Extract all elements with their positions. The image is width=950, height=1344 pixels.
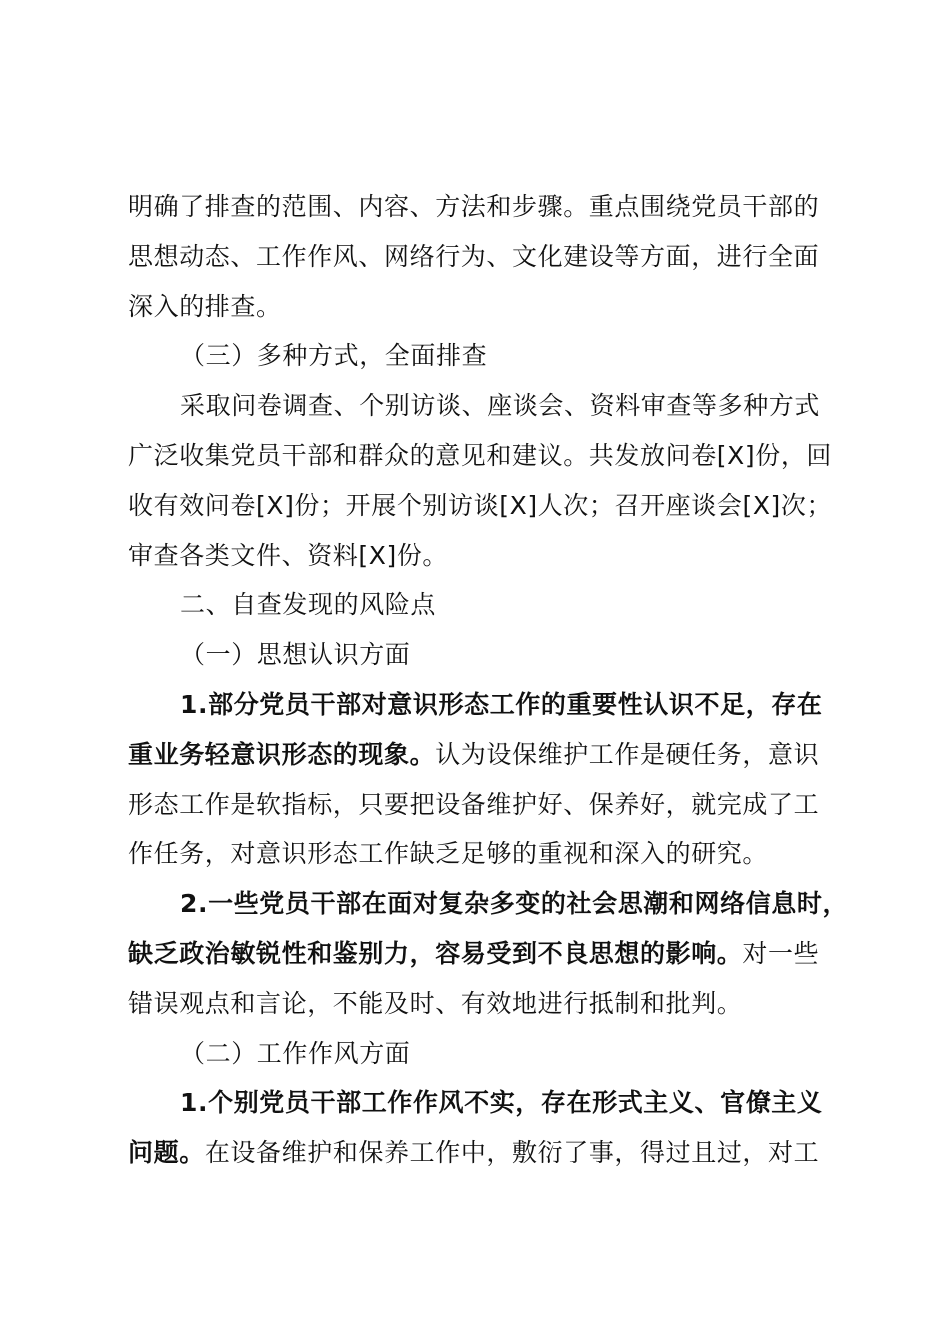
line-text: 广泛收集党员干部和群众的意见和建议。共发放问卷[X]份，回 xyxy=(128,440,833,470)
line-text: （三）多种方式，全面排查 xyxy=(180,341,488,371)
line-text: 采取问卷调查、个别访谈、座谈会、资料审查等多种方式 xyxy=(180,391,821,421)
line-text: 认为设保维护工作是硬任务，意识 xyxy=(435,739,820,769)
text-line xyxy=(128,730,834,780)
text-line xyxy=(128,431,834,481)
line-text: 明确了排查的范围、内容、方法和步骤。重点围绕党员干部的 xyxy=(128,192,820,221)
section-heading xyxy=(128,1029,834,1079)
line-text: 错误观点和言论，不能及时、有效地进行抵制和批判。 xyxy=(128,988,743,1018)
text-line xyxy=(128,182,834,232)
line-text: 作任务，对意识形态工作缺乏足够的重视和深入的研究。 xyxy=(128,839,769,869)
bold-text: 重业务轻意识形态的现象。 xyxy=(128,739,436,769)
text-line xyxy=(128,1078,834,1128)
line-text: 深入的排查。 xyxy=(128,291,282,321)
line-text: 在设备维护和保养工作中，敷衍了事，得过且过，对工 xyxy=(204,1138,820,1168)
text-line xyxy=(128,282,834,332)
line-text: （一）思想认识方面 xyxy=(180,640,411,670)
bold-text: 1.个别党员干部工作作风不实，存在形式主义、官僚主义 xyxy=(180,1088,823,1118)
text-line xyxy=(128,1128,834,1178)
section-heading xyxy=(128,331,834,381)
line-text: 二、自查发现的风险点 xyxy=(180,590,437,620)
line-text: 对一些 xyxy=(742,938,820,968)
line-text: 形态工作是软指标，只要把设备维护好、保养好，就完成了工 xyxy=(128,789,820,819)
text-line xyxy=(128,979,834,1029)
text-line xyxy=(128,381,834,431)
bold-text: 缺乏政治敏锐性和鉴别力，容易受到不良思想的影响。 xyxy=(128,938,743,968)
text-line xyxy=(128,879,849,929)
text-line xyxy=(128,680,834,730)
bold-text: 2.一些党员干部在面对复杂多变的社会思潮和网络信息时， xyxy=(180,889,849,919)
bold-text: 1.部分党员干部对意识形态工作的重要性认识不足，存在 xyxy=(180,689,823,719)
document-body xyxy=(128,182,849,1178)
line-text: （二）工作作风方面 xyxy=(180,1038,411,1068)
chapter-heading xyxy=(128,580,834,630)
text-line xyxy=(128,481,834,531)
bold-text: 问题。 xyxy=(128,1138,205,1168)
text-line xyxy=(128,929,834,979)
text-line xyxy=(128,829,834,879)
section-heading xyxy=(128,630,834,680)
text-line xyxy=(128,232,834,282)
line-text: 审查各类文件、资料[X]份。 xyxy=(128,540,449,570)
line-text: 收有效问卷[X]份；开展个别访谈[X]人次；召开座谈会[X]次； xyxy=(128,490,833,520)
line-text: 思想动态、工作作风、网络行为、文化建设等方面，进行全面 xyxy=(128,241,820,271)
text-line xyxy=(128,531,834,581)
text-line xyxy=(128,780,834,830)
